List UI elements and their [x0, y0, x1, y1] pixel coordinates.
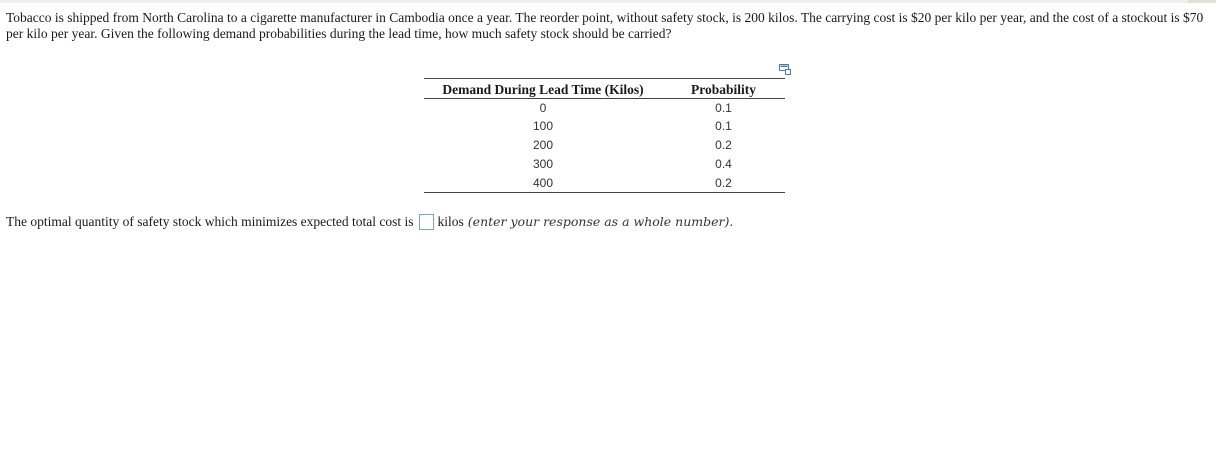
answer-hint: (enter your response as a whole number). [467, 214, 734, 229]
probability-cell: 0.1 [715, 118, 732, 133]
question-text: Tobacco is shipped from North Carolina to a cigarette manufacturer in Cambodia once a year. The reorder point, without safety stock, is 200 kilos. The carrying cost is $20 per kilo per year, and the cost of a stockout is $70 per kilo per year. Given the following demand probabilities during the lead time, how much safety stock should be carried? [6, 10, 1204, 41]
demand-cell: 200 [532, 137, 554, 152]
table-row [424, 99, 785, 117]
table-row [424, 116, 785, 135]
answer-unit: kilos [437, 214, 464, 229]
answer-prefix: The optimal quantity of safety stock which minimizes expected total cost is [6, 214, 414, 229]
demand-cell: 0 [539, 100, 547, 115]
demand-table-container [424, 78, 785, 193]
demand-cell: 300 [532, 156, 554, 171]
probability-cell: 0.1 [715, 100, 732, 115]
safety-stock-input[interactable] [419, 214, 434, 230]
header-demand: Demand During Lead Time (Kilos) [424, 79, 662, 99]
table-header-row [424, 79, 785, 99]
demand-probability-table [424, 78, 785, 193]
table-row [424, 135, 785, 154]
demand-cell: 100 [532, 118, 554, 133]
probability-cell: 0.4 [715, 156, 732, 171]
copy-table-icon[interactable] [779, 64, 791, 75]
table-row [424, 154, 785, 173]
probability-cell: 0.2 [715, 137, 732, 152]
table-row [424, 173, 785, 193]
top-strip-corner [1188, 0, 1216, 3]
header-probability: Probability [662, 79, 785, 99]
answer-line [6, 213, 733, 231]
top-strip [0, 0, 1216, 3]
demand-cell: 400 [424, 173, 662, 193]
probability-cell: 0.2 [662, 173, 785, 193]
